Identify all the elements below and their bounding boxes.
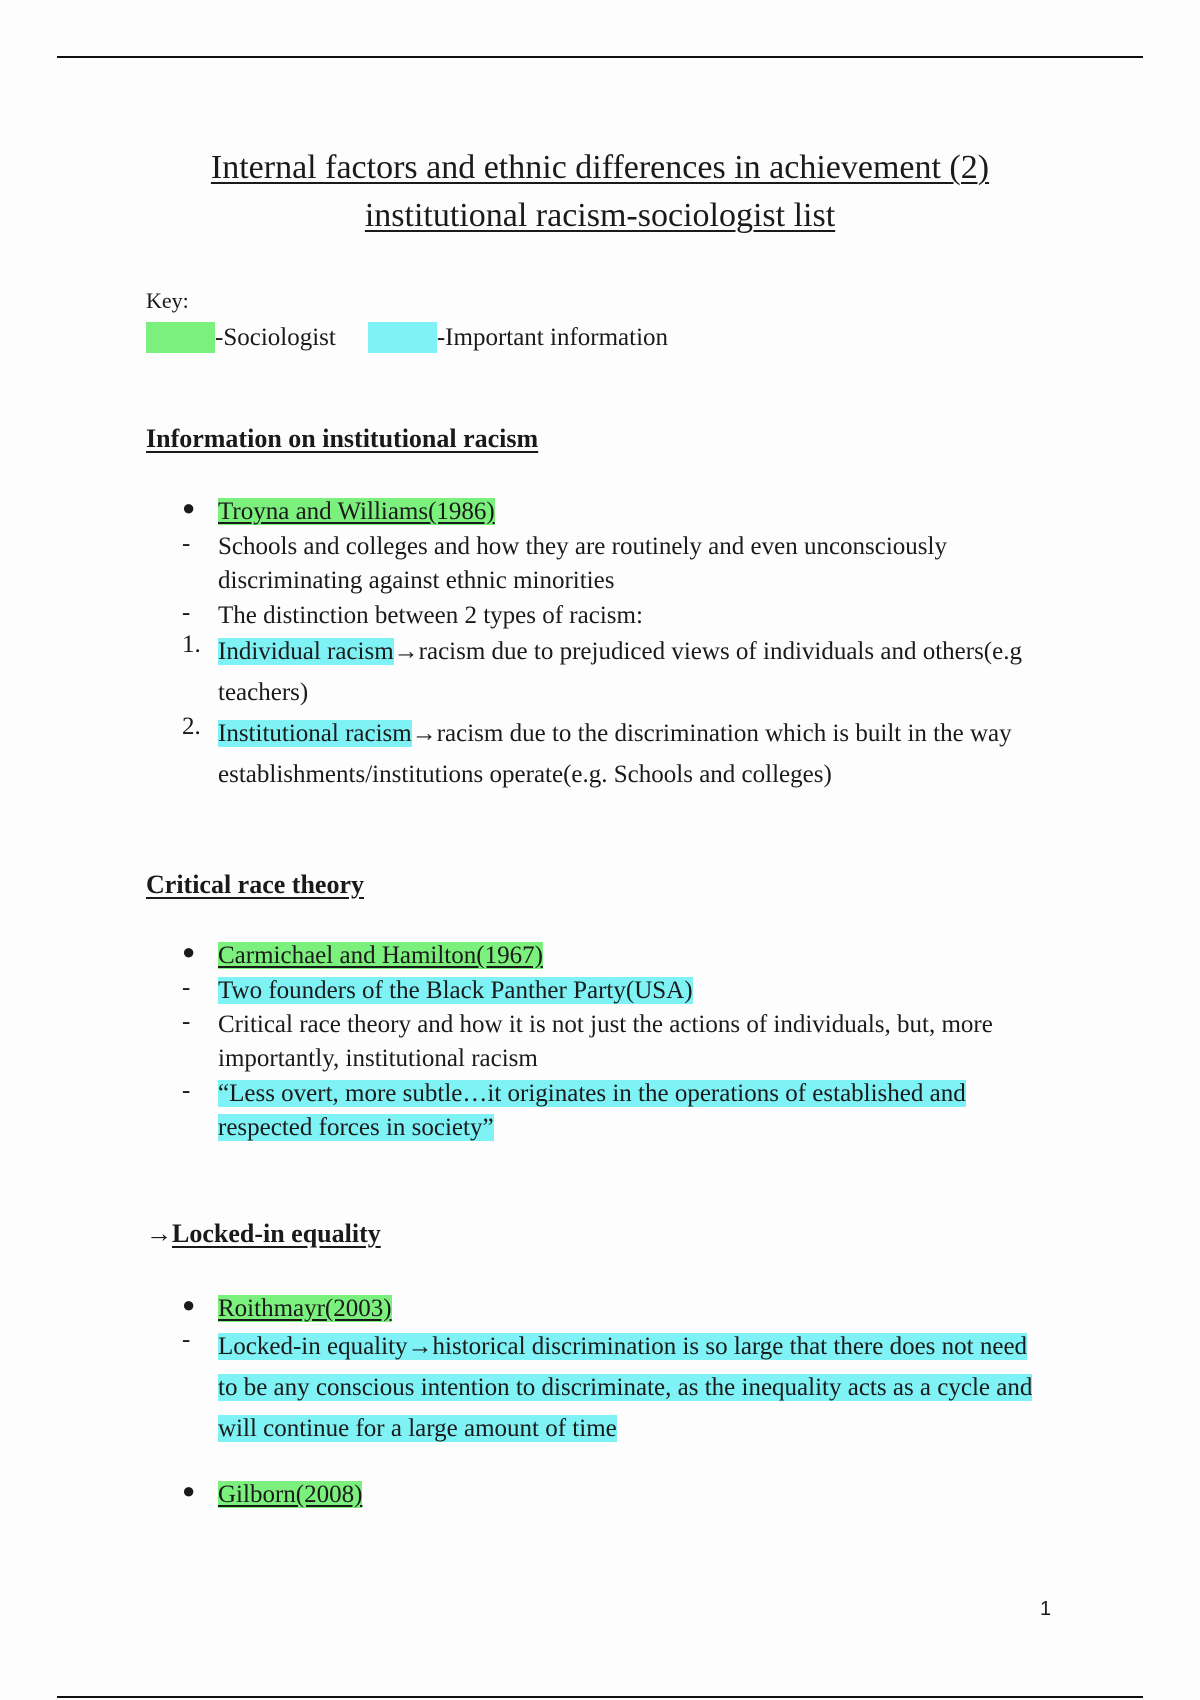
quote-text: “Less overt, more subtle…it originates in the operations of established and respected forces in society” xyxy=(218,1080,966,1141)
dash-icon: - xyxy=(182,1008,191,1035)
section-locked-in-equality xyxy=(146,1219,1046,1508)
bullet-icon: ● xyxy=(182,1292,196,1317)
sociologist-name: Gilborn(2008) xyxy=(218,1481,363,1508)
top-rule xyxy=(57,56,1143,58)
term-definition: →racism due to prejudiced views of individuals and others(e.g teachers) xyxy=(218,638,1022,706)
section-heading: Locked-in equality xyxy=(172,1219,381,1248)
sociologist-key-label: -Sociologist xyxy=(215,323,336,351)
section-heading: Critical race theory xyxy=(146,870,365,899)
dash-icon: - xyxy=(182,599,191,626)
title-line-2: institutional racism-sociologist list xyxy=(364,197,836,234)
note-text: The distinction between 2 types of racism: xyxy=(218,602,643,629)
important-swatch xyxy=(368,322,437,353)
key-term: Individual racism xyxy=(218,638,394,665)
title-line-1: Internal factors and ethnic differences in achievement (2) xyxy=(210,149,990,186)
dash-icon: - xyxy=(182,1326,191,1353)
important-note: Locked-in equality→historical discrimination is so large that there does not need to be any conscious intention to discriminate, as the inequality acts as a cycle and will continue for a large amount of time xyxy=(218,1333,1033,1442)
bullet-icon: ● xyxy=(182,939,196,964)
note-text: Critical race theory and how it is not just the actions of individuals, but, more importantly, institutional racism xyxy=(218,1011,993,1072)
item-number: 1. xyxy=(182,631,201,658)
sociologist-swatch xyxy=(146,322,215,353)
bullet-icon: ● xyxy=(182,495,196,520)
dash-icon: - xyxy=(182,1077,191,1104)
section-critical-race-theory xyxy=(146,870,1046,1141)
important-key-label: -Important information xyxy=(436,323,669,351)
key-label: Key: xyxy=(146,288,189,313)
note-text: Schools and colleges and how they are routinely and even unconsciously discriminating against ethnic minorities xyxy=(218,533,947,594)
sociologist-name: Carmichael and Hamilton(1967) xyxy=(218,942,543,969)
document-title xyxy=(0,144,1200,240)
section-institutional-racism xyxy=(146,424,1046,788)
important-note: Two founders of the Black Panther Party(USA) xyxy=(218,977,693,1004)
dash-icon: - xyxy=(182,530,191,557)
color-key xyxy=(146,288,668,353)
arrow-icon: → xyxy=(146,1219,172,1248)
sociologist-name: Troyna and Williams(1986) xyxy=(218,498,495,525)
page-number: 1 xyxy=(1040,1598,1052,1620)
key-row xyxy=(146,322,668,353)
term-definition: →racism due to the discrimination which is built in the way establishments/institutions operate(e.g. Schools and colleges) xyxy=(218,720,1012,788)
bullet-icon: ● xyxy=(182,1478,196,1503)
section-heading: Information on institutional racism xyxy=(146,424,539,453)
bottom-rule xyxy=(57,1696,1143,1698)
item-number: 2. xyxy=(182,713,201,740)
key-term: Institutional racism xyxy=(218,720,412,747)
dash-icon: - xyxy=(182,974,191,1001)
sociologist-name: Roithmayr(2003) xyxy=(218,1295,392,1322)
